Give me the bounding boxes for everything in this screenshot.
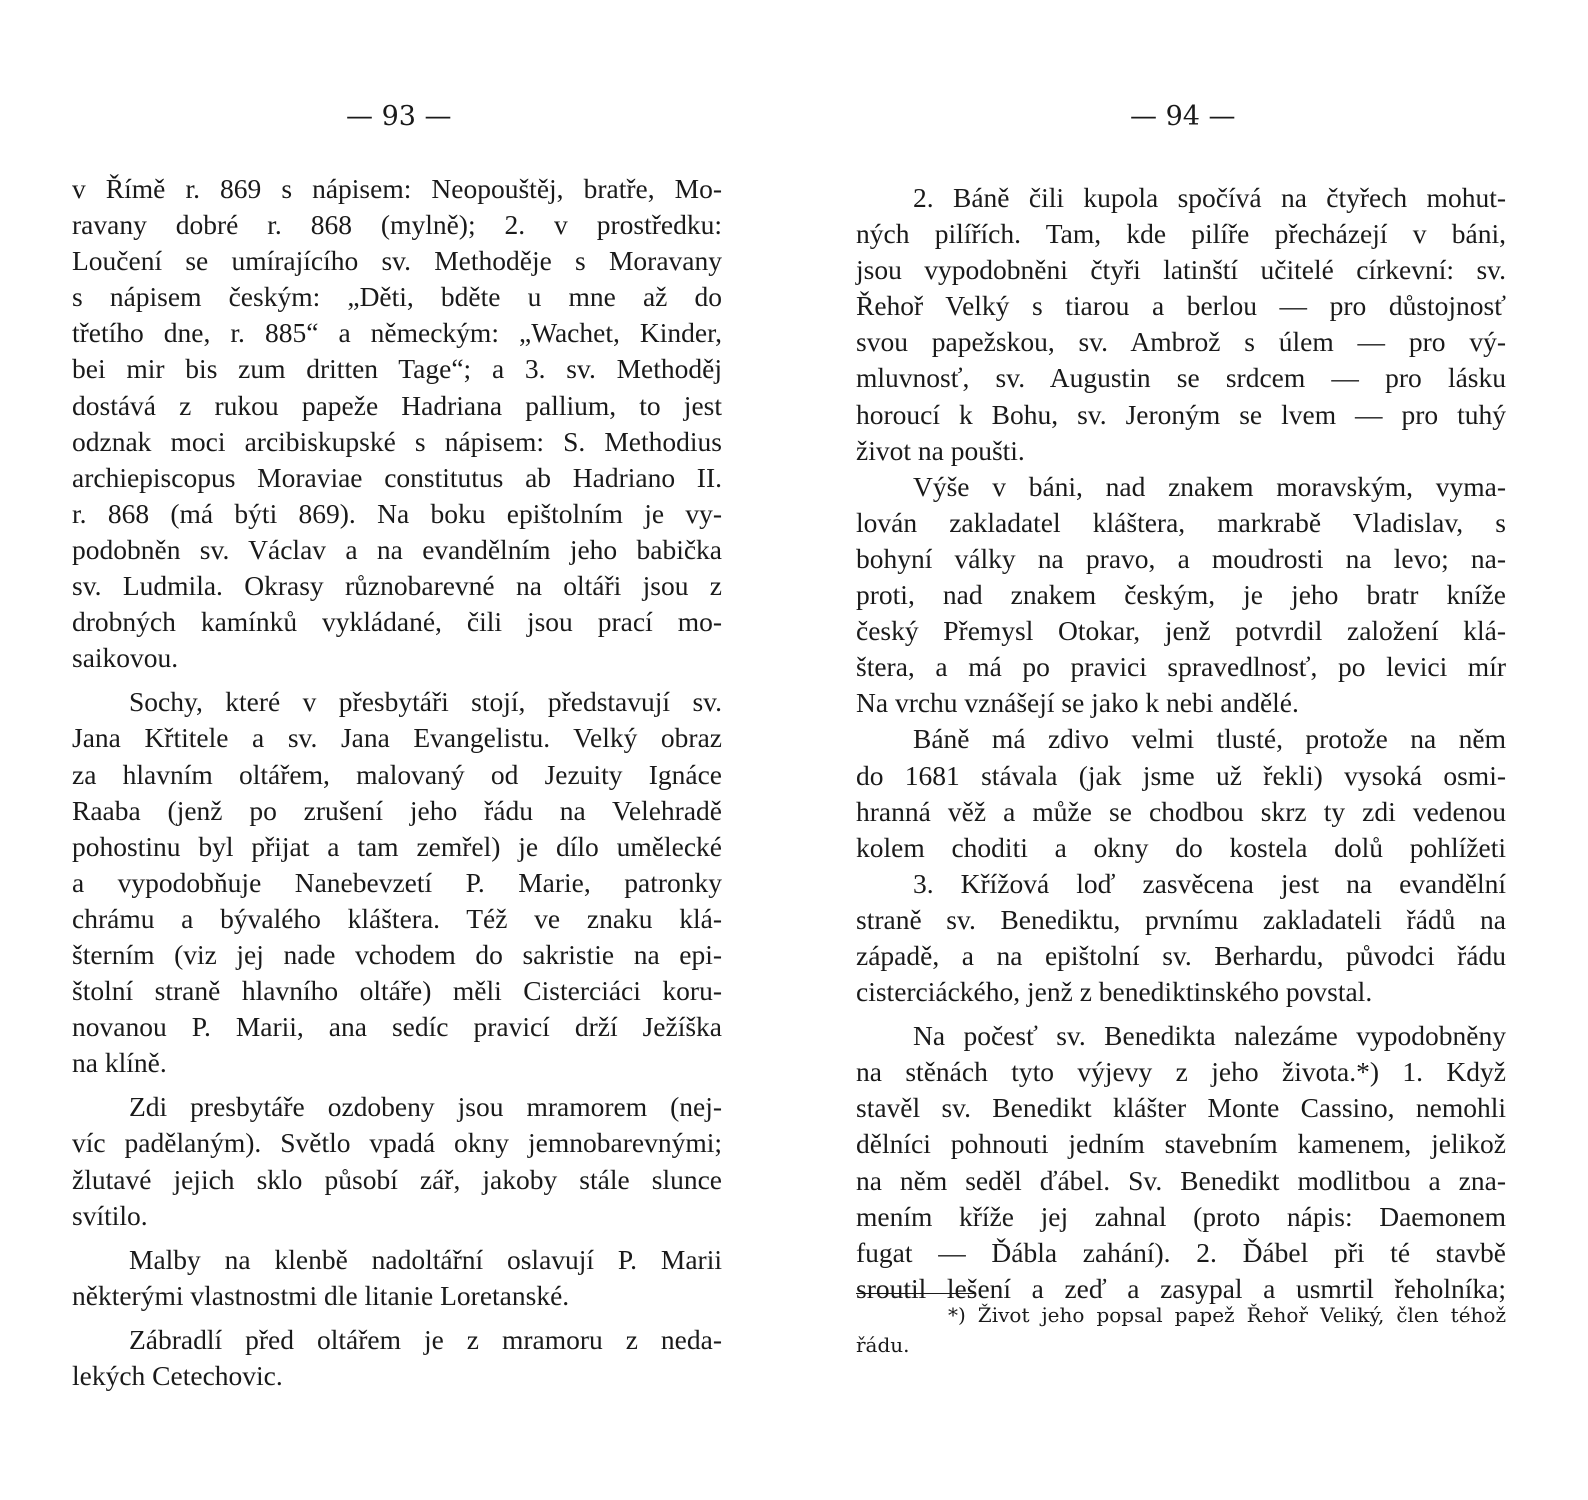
text-line: ných pilířích. Tam, kde pilíře přecházejí v báni,: [856, 218, 1506, 250]
text-line: český Přemysl Otokar, jenž potvrdil založení klá-: [856, 615, 1506, 647]
text-line: svítilo.: [72, 1199, 148, 1231]
text-line: štera, a má po pravici spravedlnosť, po levici mír: [856, 651, 1506, 683]
text-line: Sochy, které v přesbytáři stojí, představují sv.: [129, 686, 722, 718]
text-line: Zdi presbytáře ozdobeny jsou mramorem (nej-: [129, 1091, 722, 1123]
text-line: do 1681 stávala (jak jsme už řekli) vysoká osmi-: [856, 759, 1506, 791]
text-line: Malby na klenbě nadoltářní oslavují P. Marii: [129, 1243, 722, 1275]
text-line: jsou vypodobněni čtyři latinští učitelé církevní: sv.: [856, 254, 1506, 286]
right-page-text: [856, 180, 1506, 1307]
text-line: lekých Cetechovic.: [72, 1360, 283, 1391]
text-line: v Římě r. 869 s nápisem: Neopouštěj, bratře, Mo-: [72, 173, 722, 204]
left-page-text: [72, 171, 722, 1394]
text-line: Výše v báni, nad znakem moravským, vyma-: [913, 470, 1506, 502]
text-line: drobných kamínků vykládané, čili jsou prací mo-: [72, 606, 722, 638]
text-line: odznak moci arcibiskupské s nápisem: S. Methodius: [72, 425, 722, 457]
footnote-line: řádu.: [856, 1333, 910, 1357]
text-line: fugat — Ďábla zahání). 2. Ďábel při té stavbě: [856, 1236, 1506, 1268]
text-line: proti, nad znakem českým, je jeho bratr kníže: [856, 579, 1506, 611]
text-line: Zábradlí před oltářem je z mramoru z neda-: [129, 1323, 722, 1355]
text-line: některými vlastnostmi dle litanie Loretanské.: [72, 1279, 570, 1311]
text-line: mluvnosť, sv. Augustin se srdcem — pro lásku: [856, 362, 1506, 394]
page-number-93: — 93 —: [346, 101, 452, 132]
text-line: 3. Křížová loď zasvěcena jest na evandělní: [913, 867, 1506, 899]
text-line: mením kříže jej zahnal (proto nápis: Daemonem: [856, 1200, 1506, 1232]
text-line: bei mir bis zum dritten Tage“; a 3. sv. Methoděj: [72, 353, 722, 385]
text-line: za hlavním oltářem, malovaný od Jezuity Ignáce: [72, 758, 722, 790]
text-line: 2. Báně čili kupola spočívá na čtyřech mohut-: [913, 182, 1506, 213]
footnote-divider: [856, 1293, 976, 1294]
text-line: na klíně.: [72, 1047, 167, 1079]
text-line: hranná věž a může se chodbou skrz ty zdi vedenou: [856, 795, 1506, 827]
text-line: víc padělaným). Světlo vpadá okny jemnobarevnými;: [72, 1127, 722, 1159]
text-line: cisterciáckého, jenž z benediktinského povstal.: [856, 976, 1373, 1008]
text-line: Loučení se umírajícího sv. Methoděje s Moravany: [72, 245, 722, 277]
text-line: sroutil lešení a zeď a zasypal a usmrtil řeholníka;: [856, 1272, 1506, 1304]
text-line: Báně má zdivo velmi tlusté, protože na něm: [913, 723, 1506, 755]
text-line: novanou P. Marii, ana sedíc pravicí drží Ježíška: [72, 1011, 722, 1043]
footnote-line: *) Život jeho popsal papež Řehoř Veliký, člen téhož: [948, 1303, 1506, 1327]
text-line: třetího dne, r. 885“ a německým: „Wachet, Kinder,: [72, 317, 722, 349]
text-line: pohostinu byl přijat a tam zemřel) je dílo umělecké: [72, 830, 722, 862]
text-line: straně sv. Benediktu, prvnímu zakladateli řádů na: [856, 903, 1506, 935]
text-line: archiepiscopus Moraviae constitutus ab Hadriano II.: [72, 461, 722, 493]
text-line: ravany dobré r. 868 (mylně); 2. v prostředku:: [72, 209, 722, 241]
text-line: na stěnách tyto výjevy z jeho života.*) 1. Když: [856, 1056, 1506, 1088]
text-line: saikovou.: [72, 642, 179, 674]
text-line: s nápisem českým: „Děti, bděte u mne až do: [72, 281, 722, 313]
text-line: stavěl sv. Benedikt klášter Monte Cassino, nemohli: [856, 1092, 1506, 1124]
text-line: chrámu a bývalého kláštera. Též ve znaku klá-: [72, 902, 722, 934]
text-line: svou papežskou, sv. Ambrož s úlem — pro vý-: [856, 326, 1506, 358]
text-line: Na vrchu vznášejí se jako k nebi andělé.: [856, 687, 1299, 719]
text-line: Raaba (jenž po zrušení jeho řádu na Velehradě: [72, 794, 722, 826]
text-line: Řehoř Velký s tiarou a berlou — pro důstojnosť: [856, 290, 1506, 322]
text-line: bohyní války na pravo, a moudrosti na levo; na-: [856, 542, 1506, 574]
right-page: [794, 0, 1588, 1500]
text-line: žlutavé jejich sklo působí zář, jakoby stále slunce: [72, 1163, 722, 1195]
page-number-94: — 94 —: [1130, 101, 1236, 132]
text-line: dělníci pohnouti jedním stavebním kamenem, jelikož: [856, 1128, 1506, 1160]
text-line: život na poušti.: [856, 434, 1025, 466]
text-line: Jana Křtitele a sv. Jana Evangelistu. Velký obraz: [72, 722, 722, 754]
footnote: [856, 1300, 1506, 1360]
text-line: dostává z rukou papeže Hadriana pallium, to jest: [72, 389, 722, 421]
text-line: šterním (viz jej nade vchodem do sakristie na epi-: [72, 938, 722, 970]
text-line: na něm seděl ďábel. Sv. Benedikt modlitbou a zna-: [856, 1164, 1506, 1196]
text-line: lován zakladatel kláštera, markrabě Vladislav, s: [856, 506, 1506, 538]
text-line: Na počesť sv. Benedikta nalezáme vypodobněny: [913, 1020, 1506, 1052]
text-line: štolní straně hlavního oltáře) měli Cisterciáci koru-: [72, 975, 722, 1007]
text-line: a vypodobňuje Nanebevzetí P. Marie, patronky: [72, 866, 722, 898]
text-line: sv. Ludmila. Okrasy různobarevné na oltáři jsou z: [72, 570, 722, 602]
text-line: r. 868 (má býti 869). Na boku epištolním je vy-: [72, 497, 722, 529]
text-line: kolem choditi a okny do kostela dolů pohlížeti: [856, 831, 1506, 863]
text-line: horoucí k Bohu, sv. Jeroným se lvem — pro tuhý: [856, 398, 1506, 430]
text-line: západě, a na epištolní sv. Berhardu, původci řádu: [856, 939, 1506, 971]
text-line: podobněn sv. Václav a na evandělním jeho babička: [72, 533, 722, 565]
